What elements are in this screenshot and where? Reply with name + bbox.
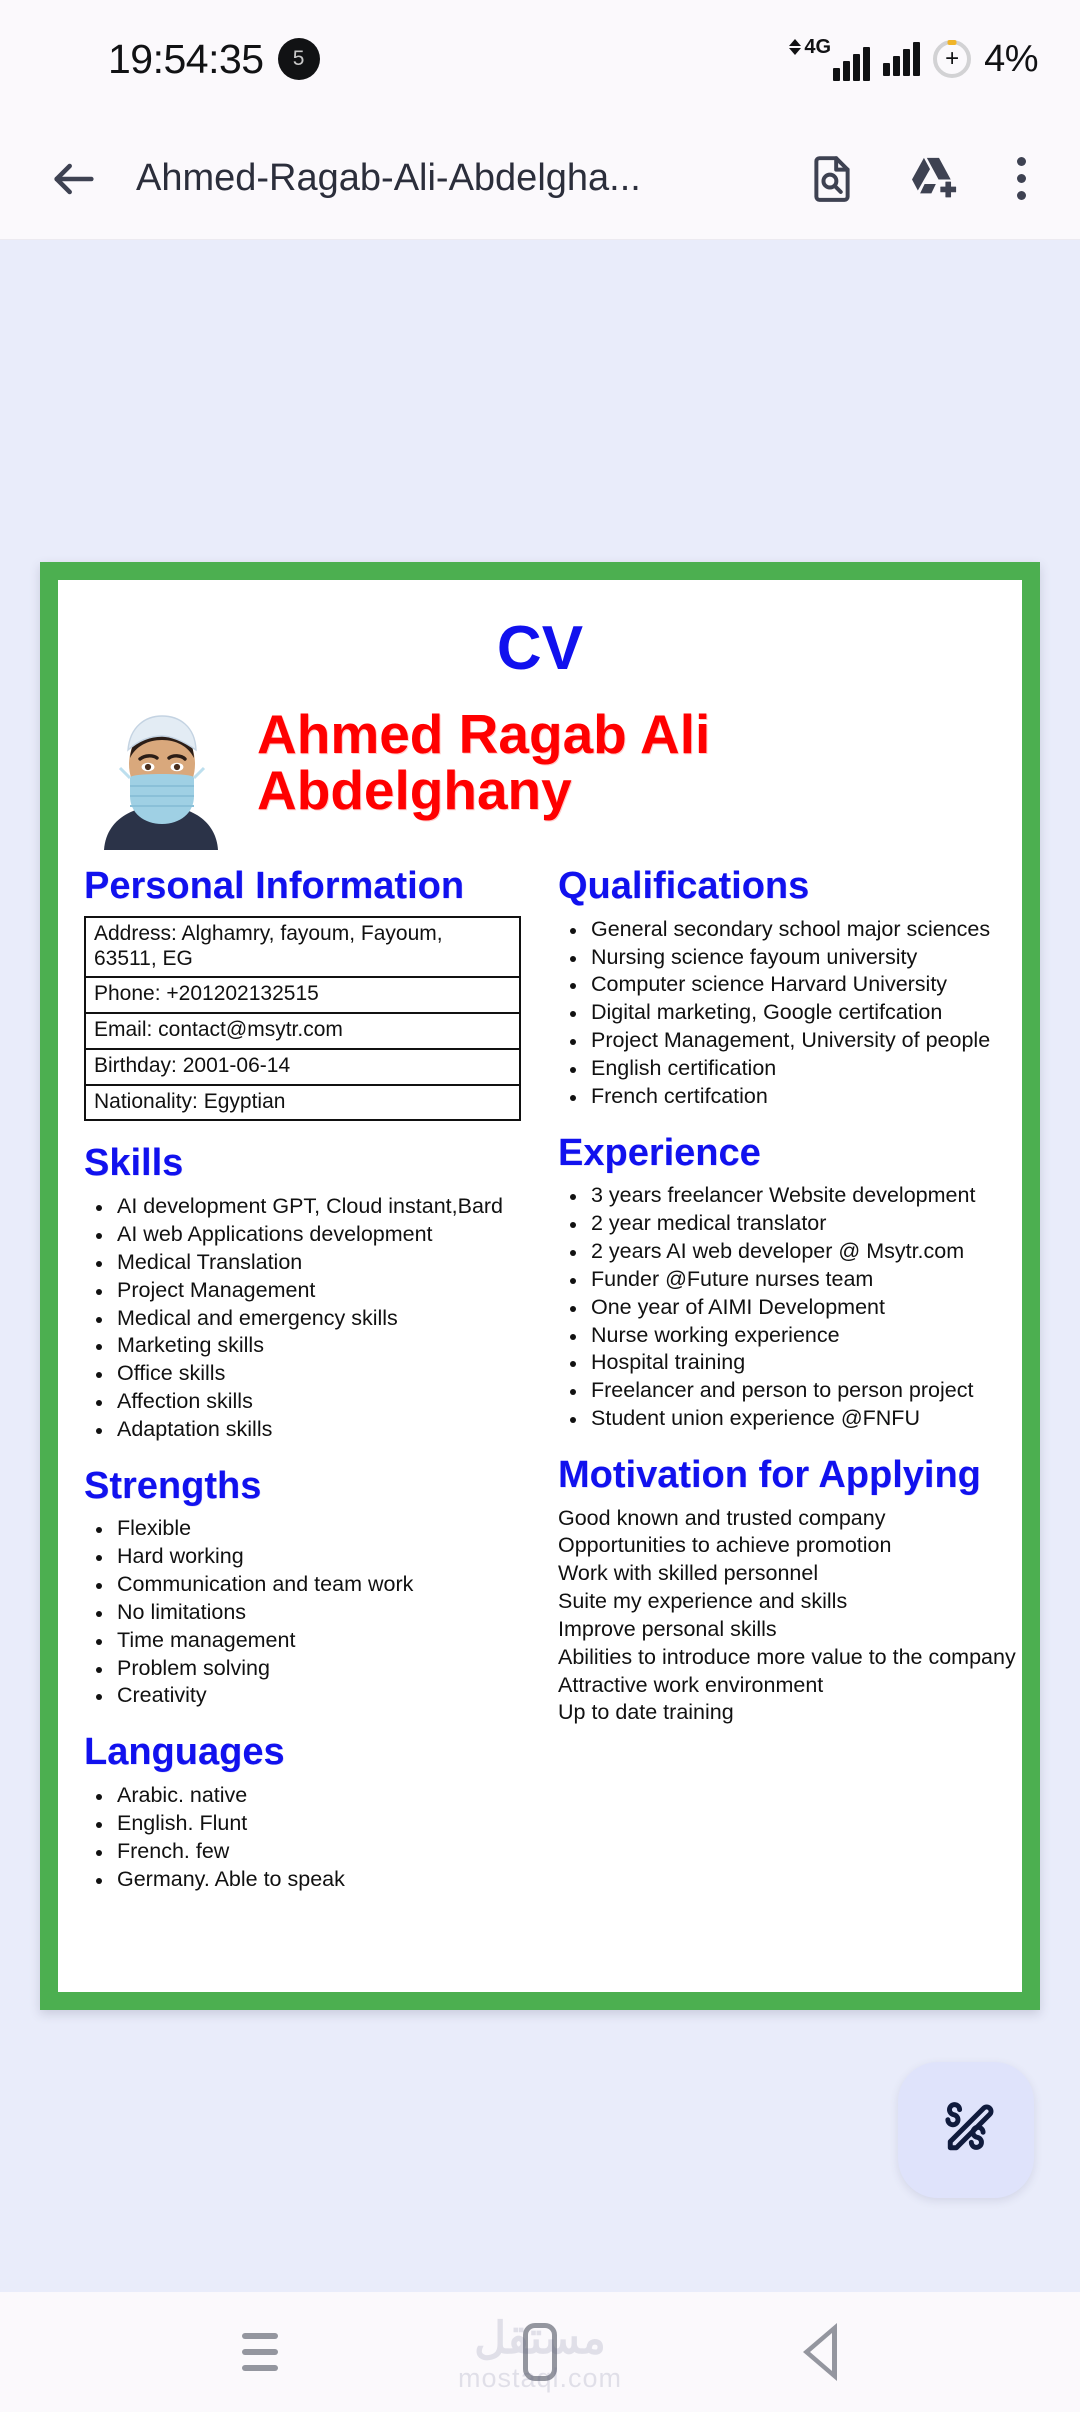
list-item: Opportunities to achieve promotion: [558, 1533, 892, 1558]
list-item: Nurse working experience: [558, 1322, 1016, 1350]
list-item: Suite my experience and skills: [558, 1589, 848, 1614]
experience-list: [558, 1182, 1016, 1432]
table-cell: Nationality: Egyptian: [85, 1085, 520, 1121]
cv-columns: [84, 854, 1016, 1893]
section-title-skills: Skills: [84, 1142, 184, 1185]
list-item: Student union experience @FNFU: [558, 1405, 1016, 1433]
table-row: [85, 977, 520, 1013]
motivation-list: [558, 1505, 1016, 1728]
list-item: French certifcation: [558, 1083, 1016, 1111]
status-bar: [0, 0, 1080, 118]
section-title-languages: Languages: [84, 1731, 285, 1774]
status-clock: 19:54:35: [108, 35, 264, 82]
back-nav-button[interactable]: [760, 2292, 880, 2412]
list-item: Arabic. native: [84, 1782, 524, 1810]
list-item: Problem solving: [84, 1655, 524, 1683]
home-button[interactable]: [480, 2292, 600, 2412]
cv-page-content: [58, 580, 1022, 1992]
annotate-pen-icon: [934, 2096, 998, 2165]
personal-information-rows: [85, 917, 520, 1121]
toolbar-actions: [807, 149, 1040, 208]
section-title-experience: Experience: [558, 1131, 761, 1174]
list-item: Medical and emergency skills: [84, 1305, 524, 1333]
list-item: English certification: [558, 1055, 1016, 1083]
table-row: [85, 1085, 520, 1121]
list-item: Creativity: [84, 1682, 524, 1710]
list-item: Attractive work environment: [558, 1672, 824, 1697]
add-to-drive-icon[interactable]: [903, 152, 957, 206]
list-item: Funder @Future nurses team: [558, 1266, 1016, 1294]
table-row: [85, 917, 520, 978]
section-title-strengths: Strengths: [84, 1464, 262, 1507]
system-navigation-bar: [0, 2292, 1080, 2412]
list-item: Hard working: [84, 1543, 524, 1571]
status-bar-left: [108, 36, 320, 83]
document-search-icon[interactable]: [807, 154, 857, 204]
battery-percent-label: 4%: [984, 37, 1038, 80]
list-item: Project Management, University of people: [558, 1027, 1016, 1055]
section-title-personal-information: Personal Information: [84, 865, 465, 907]
list-item: Time management: [84, 1627, 524, 1655]
document-title: Ahmed-Ragab-Ali-Abdelgha...: [136, 157, 641, 199]
list-item: 3 years freelancer Website development: [558, 1182, 1016, 1210]
notification-count-badge: 5: [278, 38, 320, 80]
cv-right-column: [558, 854, 1016, 1893]
list-item: French. few: [84, 1838, 524, 1866]
list-item: AI web Applications development: [84, 1221, 524, 1249]
back-button[interactable]: [48, 153, 100, 205]
signal-bars-icon: [833, 47, 870, 81]
app-toolbar: [0, 118, 1080, 240]
portrait-photo: [84, 702, 239, 850]
list-item: 2 year medical translator: [558, 1210, 1016, 1238]
cv-person-name: Ahmed Ragab Ali Abdelghany: [257, 703, 711, 822]
list-item: One year of AIMI Development: [558, 1294, 1016, 1322]
list-item: Communication and team work: [84, 1571, 524, 1599]
status-bar-right: [789, 37, 1038, 81]
list-item: General secondary school major sciences: [558, 916, 1016, 944]
recents-button[interactable]: [200, 2292, 320, 2412]
list-item: Project Management: [84, 1277, 524, 1305]
data-arrows-icon: [789, 39, 801, 55]
list-item: Freelancer and person to person project: [558, 1377, 1016, 1405]
list-item: Marketing skills: [84, 1332, 524, 1360]
document-viewer[interactable]: [0, 240, 1080, 2292]
table-cell: Email: contact@msytr.com: [85, 1013, 520, 1049]
list-item: AI development GPT, Cloud instant,Bard: [84, 1193, 524, 1221]
battery-saver-icon: +: [933, 40, 971, 78]
list-item: Nursing science fayoum university: [558, 944, 1016, 972]
list-item: Digital marketing, Google certifcation: [558, 999, 1016, 1027]
list-item: Germany. Able to speak: [84, 1866, 524, 1894]
home-icon: [523, 2323, 557, 2381]
list-item: Good known and trusted company: [558, 1505, 886, 1530]
list-item: Flexible: [84, 1515, 524, 1543]
list-item: Adaptation skills: [84, 1416, 524, 1444]
table-cell: Birthday: 2001-06-14: [85, 1049, 520, 1085]
list-item: Up to date training: [558, 1700, 734, 1725]
table-row: [85, 1049, 520, 1085]
list-item: 2 years AI web developer @ Msytr.com: [558, 1238, 1016, 1266]
list-item: No limitations: [84, 1599, 524, 1627]
recents-icon: [242, 2333, 278, 2371]
strengths-list: [84, 1515, 524, 1710]
languages-list: [84, 1782, 524, 1893]
list-item: Abilities to introduce more value to the company: [558, 1644, 1016, 1669]
table-cell: Address: Alghamry, fayoum, Fayoum, 63511, EG: [85, 917, 520, 978]
list-item: Medical Translation: [84, 1249, 524, 1277]
section-title-qualifications: Qualifications: [558, 865, 810, 907]
list-item: Work with skilled personnel: [558, 1561, 819, 1586]
annotate-fab-button[interactable]: [898, 2062, 1034, 2198]
skills-list: [84, 1193, 524, 1443]
list-item: Improve personal skills: [558, 1616, 777, 1641]
network-type-label: 4G: [804, 36, 832, 58]
table-row: [85, 1013, 520, 1049]
list-item: Hospital training: [558, 1349, 1016, 1377]
list-item: Office skills: [84, 1360, 524, 1388]
cv-name-row: [84, 702, 996, 850]
list-item: Affection skills: [84, 1388, 524, 1416]
table-cell: Phone: +201202132515: [85, 977, 520, 1013]
mobile-network-indicator: [789, 37, 870, 81]
qualifications-list: [558, 916, 1016, 1111]
cv-left-column: [84, 854, 524, 1893]
overflow-menu-icon[interactable]: [1003, 149, 1040, 208]
back-triangle-icon: [803, 2323, 837, 2381]
list-item: English. Flunt: [84, 1810, 524, 1838]
signal-bars-icon-2: [883, 42, 920, 76]
section-title-motivation: Motivation for Applying: [558, 1453, 981, 1496]
cv-page: [40, 562, 1040, 2010]
cv-heading: CV: [496, 614, 584, 683]
list-item: Computer science Harvard University: [558, 971, 1016, 999]
personal-information-table: [84, 916, 521, 1122]
